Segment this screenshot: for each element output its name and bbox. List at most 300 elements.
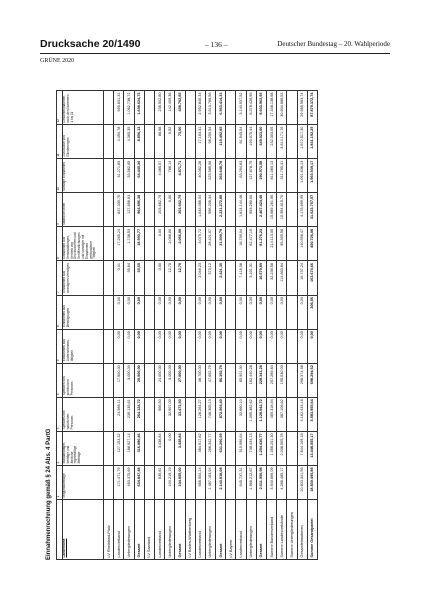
table-cell: 10.579,89 bbox=[256, 261, 266, 295]
table-row bbox=[195, 91, 205, 560]
table-row bbox=[175, 91, 185, 560]
table-cell: 30.604.686,53 bbox=[277, 91, 287, 125]
table-cell bbox=[104, 159, 114, 193]
table-cell: 228.341,28 bbox=[256, 363, 266, 397]
first-column-header: Ländername bbox=[63, 500, 104, 560]
table-cell: 24.989,11 bbox=[114, 397, 124, 431]
table-cell: 62.477,19 bbox=[246, 227, 256, 261]
table-cell: 64.445,36 bbox=[134, 159, 144, 193]
table-cell: 86,68 bbox=[154, 125, 164, 159]
table-cell: 0,00 bbox=[256, 295, 266, 329]
table-cell: 214.113,05 bbox=[267, 227, 277, 261]
table-cell: 239.135,61 bbox=[124, 397, 134, 431]
table-cell: 811.080,13 bbox=[267, 159, 277, 193]
table-cell: 2.038.505,78 bbox=[277, 431, 287, 465]
row-label: Gesamt bbox=[216, 500, 226, 560]
table-cell: 32.907,00 bbox=[165, 397, 175, 431]
table-cell: 8.603.962,95 bbox=[256, 91, 266, 125]
column-header: Einnahmen aus sonstigem Vermögen bbox=[63, 261, 104, 295]
table-cell: 1.254.430,77 bbox=[256, 431, 266, 465]
header-rule bbox=[40, 53, 390, 54]
table-cell bbox=[104, 193, 114, 227]
table-cell: 1.487.163,94 bbox=[205, 465, 215, 499]
table-cell: 0,00 bbox=[165, 295, 175, 329]
table-cell: 3.610.766,56 bbox=[205, 91, 215, 125]
table-cell bbox=[226, 91, 236, 125]
table-cell: 35,64 bbox=[124, 261, 134, 295]
table-cell: 0,00 bbox=[246, 329, 256, 363]
table-cell bbox=[144, 261, 154, 295]
row-label: LV Saarland bbox=[144, 500, 154, 560]
row-label: Summe Bundesverband bbox=[267, 500, 277, 560]
table-cell: 698.294,62 bbox=[307, 363, 317, 397]
table-cell: 127.153,32 bbox=[114, 431, 124, 465]
table-cell: 95.395,56 bbox=[277, 227, 287, 261]
column-header: Spenden von natürlichen Personen bbox=[63, 397, 104, 431]
table-cell: 349.023,00 bbox=[256, 125, 266, 159]
row-label: Untergliederungen bbox=[246, 500, 256, 560]
row-label: Gesamteinnahmen bbox=[297, 500, 307, 560]
row-label: Untergliederungen bbox=[124, 500, 134, 560]
table-cell: 18.830.495,88 bbox=[307, 465, 317, 499]
table-cell: 364.917,82 bbox=[195, 431, 205, 465]
table-cell bbox=[185, 431, 195, 465]
table-cell: 7.418,58 bbox=[236, 261, 246, 295]
table-cell: 0,00 bbox=[246, 295, 256, 329]
table-cell: 3.614.171,76 bbox=[277, 125, 287, 159]
table-cell: 86.392,79 bbox=[216, 363, 226, 397]
table-cell: 127.696,63 bbox=[124, 193, 134, 227]
table-cell bbox=[104, 125, 114, 159]
table-cell bbox=[287, 193, 297, 227]
table-cell: 4.871,71 bbox=[175, 159, 185, 193]
party-label: GRÜNE 2020 bbox=[40, 58, 75, 64]
table-cell: 4.176.699,99 bbox=[297, 193, 307, 227]
table-cell: 837.339,75 bbox=[114, 193, 124, 227]
table-cell: 0,00 bbox=[114, 295, 124, 329]
table-cell: 3.000,00 bbox=[165, 363, 175, 397]
column-number: 10 bbox=[57, 159, 63, 193]
table-cell: 469.318,94 bbox=[267, 397, 277, 431]
table-cell bbox=[185, 159, 195, 193]
table-cell: 190.973,58 bbox=[256, 159, 266, 193]
table-cell: 515.996,64 bbox=[236, 431, 246, 465]
table-cell: 872.569,40 bbox=[216, 397, 226, 431]
table-cell: 127.678,75 bbox=[246, 159, 256, 193]
table-cell: 6.563.414,33 bbox=[216, 91, 226, 125]
table-cell: 0,00 bbox=[175, 295, 185, 329]
table-cell: 63.294,83 bbox=[236, 159, 246, 193]
table-cell: 27.000,00 bbox=[175, 363, 185, 397]
column-header: Mandatsträger-beiträge und ähnliche regelmäßige Beiträge bbox=[63, 431, 104, 465]
table-cell: 0,00 bbox=[165, 193, 175, 227]
table-cell: 0,00 bbox=[205, 329, 215, 363]
table-cell: 0,00 bbox=[124, 329, 134, 363]
table-cell: 232.303,05 bbox=[267, 125, 277, 159]
table-cell: 104.855,00 bbox=[175, 465, 185, 499]
table-cell bbox=[185, 329, 195, 363]
table-cell: 193.075,44 bbox=[246, 125, 256, 159]
table-cell: 1.966.212,67 bbox=[246, 465, 256, 499]
table-cell bbox=[144, 397, 154, 431]
table-cell: 40.062,26 bbox=[195, 159, 205, 193]
table-cell: 0,00 bbox=[134, 295, 144, 329]
table-cell: 786,14 bbox=[165, 159, 175, 193]
column-header: Einnahmen aus Veranstaltungen, Vertrieb von Druckschriften und Veröffentlichungen und sonstiger mit Einnahmen verbundener Tätigkeit bbox=[63, 227, 104, 261]
table-cell bbox=[144, 295, 154, 329]
table-cell: 1.698.624,73 bbox=[134, 91, 144, 125]
table-cell: 1.814.144,48 bbox=[236, 193, 246, 227]
row-label: Landesverband bbox=[114, 500, 124, 560]
table-row bbox=[165, 91, 175, 560]
table-cell: 3.140.937,52 bbox=[236, 91, 246, 125]
table-cell: 593.280,00 bbox=[246, 193, 256, 227]
table-cell: 3.940.669,09 bbox=[267, 465, 277, 499]
table-cell: 8.856,13 bbox=[134, 125, 144, 159]
table-cell: 387.106,62 bbox=[277, 397, 287, 431]
table-cell: 236.502,80 bbox=[154, 91, 164, 125]
table-cell: 0,00 bbox=[277, 295, 287, 329]
table-cell: 0,00 bbox=[195, 329, 205, 363]
table-cell: 81.945,54 bbox=[236, 125, 246, 159]
table-cell bbox=[104, 295, 114, 329]
page-number: – 136 – bbox=[205, 40, 228, 49]
table-cell: 18.799,04 bbox=[236, 227, 246, 261]
table-cell bbox=[144, 125, 154, 159]
table-row bbox=[256, 91, 266, 560]
table-cell: 126.264,27 bbox=[195, 397, 205, 431]
table-cell bbox=[226, 329, 236, 363]
table-cell bbox=[144, 227, 154, 261]
table-cell: 264.124,72 bbox=[134, 397, 144, 431]
table-cell: 17.500,00 bbox=[114, 363, 124, 397]
column-number: 9 bbox=[57, 193, 63, 227]
table-cell: 0,52 bbox=[165, 125, 175, 159]
table-row bbox=[185, 91, 195, 560]
table-cell: 635,81 bbox=[154, 465, 164, 499]
table-cell: 2.066,00 bbox=[175, 227, 185, 261]
table-cell: 0,00 bbox=[236, 295, 246, 329]
column-header-row bbox=[63, 91, 104, 560]
table-cell: 738.434,13 bbox=[246, 431, 256, 465]
table-cell: 142.409,36 bbox=[165, 91, 175, 125]
table-cell bbox=[185, 261, 195, 295]
column-number: 3 bbox=[57, 397, 63, 431]
table-row bbox=[134, 91, 144, 560]
table-cell: 225.585,06 bbox=[205, 159, 215, 193]
table-cell: 4.162.433,16 bbox=[297, 397, 307, 431]
table-cell bbox=[226, 363, 236, 397]
table-row bbox=[114, 91, 124, 560]
table-cell bbox=[185, 125, 195, 159]
table-cell: 3.079,72 bbox=[195, 227, 205, 261]
table-cell: 634.847,48 bbox=[134, 465, 144, 499]
column-header: Einnahmen aus Unternehmens-tätigkeit bbox=[63, 329, 104, 363]
table-cell: 0,00 bbox=[267, 295, 277, 329]
table-cell: 5.583.955,64 bbox=[307, 397, 317, 431]
row-label: Landesverband bbox=[195, 500, 205, 560]
table-cell: 964.896,38 bbox=[134, 193, 144, 227]
table-cell: 0,00 bbox=[277, 329, 287, 363]
table-cell: 33.562,65 bbox=[124, 159, 134, 193]
table-cell bbox=[185, 295, 195, 329]
table-cell: 20.500,00 bbox=[134, 363, 144, 397]
table-cell: 0,00 bbox=[216, 329, 226, 363]
table-cell bbox=[185, 397, 195, 431]
table-cell: 115.492,85 bbox=[216, 125, 226, 159]
table-cell: 140.596,47 bbox=[297, 227, 307, 261]
column-header: Mitgliedsbeiträge bbox=[63, 465, 104, 499]
table-cell bbox=[104, 363, 114, 397]
table-cell bbox=[226, 397, 236, 431]
table-cell bbox=[104, 227, 114, 261]
table-cell: 0,00 bbox=[175, 329, 185, 363]
table-cell: 2.421,35 bbox=[216, 261, 226, 295]
table-cell bbox=[287, 329, 297, 363]
table-cell: 0,00 bbox=[205, 295, 215, 329]
table-cell bbox=[287, 125, 297, 159]
table-cell bbox=[104, 91, 114, 125]
table-cell: 373,12 bbox=[205, 261, 215, 295]
table-cell bbox=[185, 193, 195, 227]
table-cell bbox=[104, 431, 114, 465]
table-cell: 0,00 bbox=[124, 295, 134, 329]
table-cell: 98.259,54 bbox=[205, 125, 215, 159]
table-cell: 3.438,84 bbox=[175, 431, 185, 465]
row-label: Landesverband bbox=[236, 500, 246, 560]
table-cell: 598.206,34 bbox=[205, 193, 215, 227]
table-cell bbox=[104, 465, 114, 499]
table-row bbox=[144, 91, 154, 560]
table-cell: 1.128.042,72 bbox=[256, 397, 266, 431]
table-title: Einnahmenrechnung gemäß § 24 Abs. 4 PartG bbox=[46, 428, 52, 560]
table-row bbox=[236, 91, 246, 560]
document-number: Drucksache 20/1490 bbox=[40, 38, 141, 50]
income-table bbox=[56, 90, 318, 560]
column-number: 6 bbox=[57, 295, 63, 329]
table-cell: 73,00 bbox=[175, 125, 185, 159]
column-header: staatliche Mittel bbox=[63, 193, 104, 227]
table-cell bbox=[144, 363, 154, 397]
table-cell bbox=[185, 91, 195, 125]
table-cell: 4.085,57 bbox=[154, 159, 164, 193]
table-row bbox=[267, 91, 277, 560]
table-cell: 2.048,23 bbox=[195, 261, 205, 295]
table-cell: 17.163,31 bbox=[195, 125, 205, 159]
table-cell: 163.674,66 bbox=[307, 261, 317, 295]
table-cell: 0,00 bbox=[297, 295, 307, 329]
table-cell: 0,00 bbox=[154, 295, 164, 329]
table-row bbox=[287, 91, 297, 560]
row-label: Untergliederungen bbox=[205, 500, 215, 560]
column-number: 11 bbox=[57, 125, 63, 159]
table-cell: 17.348.138,68 bbox=[267, 91, 277, 125]
table-cell bbox=[287, 465, 297, 499]
table-cell: 695.831,31 bbox=[114, 91, 124, 125]
table-cell bbox=[287, 227, 297, 261]
table-cell bbox=[226, 465, 236, 499]
table-cell: 458.702,85 bbox=[175, 91, 185, 125]
table-cell: 3.438,84 bbox=[154, 431, 164, 465]
table-cell: 2.231.272,88 bbox=[216, 193, 226, 227]
table-cell: 203.662,79 bbox=[175, 193, 185, 227]
table-cell bbox=[185, 465, 195, 499]
table-cell: 31.623.757,57 bbox=[307, 193, 317, 227]
table-cell: 171.471,79 bbox=[114, 465, 124, 499]
column-number: 4 bbox=[57, 363, 63, 397]
table-cell: 1.091.638,13 bbox=[297, 159, 307, 193]
table-cell: 631.260,59 bbox=[216, 431, 226, 465]
table-cell: 0,01 bbox=[114, 261, 124, 295]
table-cell: 10.603.341,56 bbox=[297, 465, 307, 499]
table-cell bbox=[104, 329, 114, 363]
table-row bbox=[124, 91, 134, 560]
table-row bbox=[246, 91, 256, 560]
column-header: Zuschüsse von Gliederungen bbox=[63, 125, 104, 159]
table-cell bbox=[226, 295, 236, 329]
table-cell: 0,00 bbox=[267, 329, 277, 363]
table-cell: 1.672.517,30 bbox=[297, 125, 307, 159]
table-cell bbox=[287, 295, 297, 329]
table-cell: 645.737,31 bbox=[236, 465, 246, 499]
table-cell bbox=[144, 91, 154, 125]
table-cell: 38.700,00 bbox=[195, 363, 205, 397]
table-cell: 12,70 bbox=[165, 261, 175, 295]
table-cell bbox=[144, 465, 154, 499]
table-cell: 1.965.939,17 bbox=[307, 159, 317, 193]
table-cell bbox=[287, 159, 297, 193]
table-cell: 12,70 bbox=[175, 261, 185, 295]
table-cell bbox=[287, 363, 297, 397]
table-cell: 32.660,10 bbox=[236, 397, 246, 431]
row-label: Gesamt bbox=[175, 500, 185, 560]
table-cell: 87.879.372,74 bbox=[307, 91, 317, 125]
row-label: Summe Landesverbände bbox=[277, 500, 287, 560]
table-cell: 10.954.615,70 bbox=[277, 193, 287, 227]
table-cell: 16.737,24 bbox=[297, 261, 307, 295]
column-header: Spenden von juristischen Personen bbox=[63, 363, 104, 397]
table-cell: 316.080,46 bbox=[134, 431, 144, 465]
column-number: 2 bbox=[57, 431, 63, 465]
table-cell: 0,00 bbox=[165, 329, 175, 363]
table-row bbox=[205, 91, 215, 560]
table-row bbox=[307, 91, 317, 560]
table-cell: 296.374,98 bbox=[297, 363, 307, 397]
table-cell: 18.993,77 bbox=[134, 227, 144, 261]
table-cell: 29.985.563,74 bbox=[297, 91, 307, 125]
row-label: LV Baden-Württemberg bbox=[185, 500, 195, 560]
table-cell: 3.000,00 bbox=[124, 363, 134, 397]
table-cell: 0,00 bbox=[195, 295, 205, 329]
table-cell: 1.062.738,72 bbox=[124, 91, 134, 125]
table-cell: 1.738,53 bbox=[124, 227, 134, 261]
table-cell bbox=[185, 227, 195, 261]
column-number: 12 bbox=[57, 91, 63, 125]
table-cell bbox=[104, 261, 114, 295]
table-cell: 311.790,31 bbox=[277, 159, 287, 193]
table-cell: 1.095.382,62 bbox=[246, 397, 256, 431]
table-cell bbox=[287, 91, 297, 125]
row-label: Summe Gesamtpartei bbox=[307, 500, 317, 560]
table-cell: 28.421,07 bbox=[205, 227, 215, 261]
table-cell: 33.473,50 bbox=[175, 397, 185, 431]
table-cell: 1.633.068,04 bbox=[195, 193, 205, 227]
table-cell bbox=[287, 431, 297, 465]
table-cell: 4.365,35 bbox=[124, 125, 134, 159]
table-cell: 207.289,84 bbox=[267, 363, 277, 397]
table-row bbox=[297, 91, 307, 560]
table-cell: 13.448.555,17 bbox=[307, 431, 317, 465]
table-cell: 0,00 bbox=[154, 261, 164, 295]
table-cell: 450.726,08 bbox=[307, 227, 317, 261]
table-cell: 2.143.818,08 bbox=[216, 465, 226, 499]
table-cell: 31.271,83 bbox=[114, 159, 124, 193]
table-cell bbox=[144, 431, 154, 465]
row-label: Landesverband bbox=[154, 500, 164, 560]
table-cell: 4.490,78 bbox=[114, 125, 124, 159]
row-label: LV Bayern bbox=[226, 500, 236, 560]
column-header: Einnahmen aus Beteiligungen bbox=[63, 295, 104, 329]
table-cell bbox=[226, 431, 236, 465]
column-header: sonstige Einnahmen bbox=[63, 159, 104, 193]
table-cell: 0,00 bbox=[216, 295, 226, 329]
page-header bbox=[40, 38, 390, 52]
row-label: Gesamt bbox=[134, 500, 144, 560]
table-cell: 0,00 bbox=[236, 329, 246, 363]
column-number: 8 bbox=[57, 227, 63, 261]
table-cell: 203.662,79 bbox=[154, 193, 164, 227]
table-cell: 306,56 bbox=[307, 295, 317, 329]
table-cell: 463.375,69 bbox=[124, 465, 134, 499]
table-cell: 31.500,79 bbox=[216, 227, 226, 261]
table-cell: 0,00 bbox=[154, 329, 164, 363]
table-row bbox=[154, 91, 164, 560]
table-cell: 65.901,00 bbox=[236, 363, 246, 397]
table-cell: 2.407.424,48 bbox=[256, 193, 266, 227]
table-row bbox=[216, 91, 226, 560]
table-cell: 1.356.201,30 bbox=[267, 431, 277, 465]
table-cell: 17.265,24 bbox=[114, 227, 124, 261]
table-body bbox=[104, 91, 318, 560]
column-number: 1 bbox=[57, 465, 63, 499]
row-label: Summe Untergliederungen bbox=[287, 500, 297, 560]
table-cell: 0,00 bbox=[256, 329, 266, 363]
table-cell: 2.066,00 bbox=[165, 227, 175, 261]
table-row bbox=[277, 91, 287, 560]
table-cell: 0,00 bbox=[307, 329, 317, 363]
table-cell: 666.554,14 bbox=[195, 465, 205, 499]
table-cell bbox=[226, 227, 236, 261]
table-cell: 24.000,00 bbox=[154, 363, 164, 397]
table-cell: 566,50 bbox=[154, 397, 164, 431]
table-cell: 1.831.192,29 bbox=[307, 125, 317, 159]
table-cell bbox=[287, 397, 297, 431]
table-cell: 3.161,31 bbox=[246, 261, 256, 295]
table-cell bbox=[104, 397, 114, 431]
table-cell: 0,00 bbox=[134, 329, 144, 363]
table-cell bbox=[226, 125, 236, 159]
column-number: 5 bbox=[57, 329, 63, 363]
table-cell: 0,00 bbox=[165, 431, 175, 465]
table-cell bbox=[144, 193, 154, 227]
table-cell: 188.927,14 bbox=[124, 431, 134, 465]
table-cell: 32.236,58 bbox=[267, 261, 277, 295]
table-cell: 0,00 bbox=[114, 329, 124, 363]
table-cell: 0,00 bbox=[297, 329, 307, 363]
table-cell: 265.648,78 bbox=[216, 159, 226, 193]
table-cell bbox=[226, 261, 236, 295]
table-cell: 5.378.426,95 bbox=[246, 91, 256, 125]
